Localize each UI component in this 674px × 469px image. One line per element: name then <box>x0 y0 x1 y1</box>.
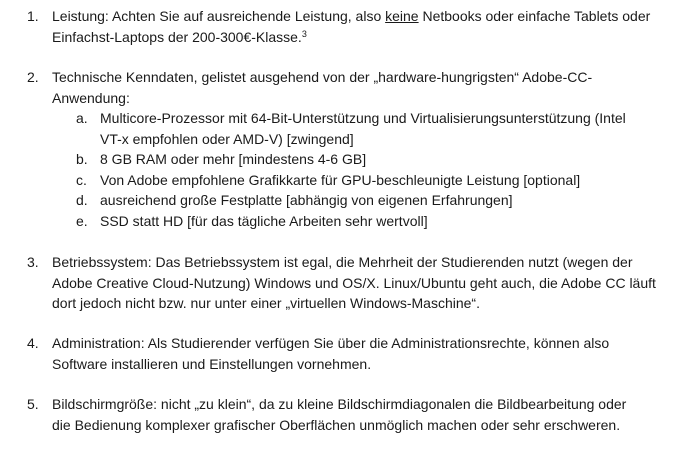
sub-list-item-e <box>52 211 652 232</box>
sub-list <box>52 108 652 231</box>
text-line: Multicore-Prozessor mit 64-Bit-Unterstützung und Virtualisierungsunterstützung (Intel <box>100 110 626 126</box>
sub-list-item-b <box>52 149 652 170</box>
text-line: 8 GB RAM oder mehr [mindestens 4-6 GB] <box>100 151 367 167</box>
text-line: ausreichend große Festplatte [abhängig von eigenen Erfahrungen] <box>100 192 513 208</box>
text-line: Von Adobe empfohlene Grafikkarte für GPU-beschleunigte Leistung [optional] <box>100 171 581 188</box>
list-item-text <box>52 6 652 47</box>
list-item-text <box>52 252 656 314</box>
text-line: Technische Kenndaten, gelistet ausgehend von der „hardware-hungrigsten“ Adobe-CC- <box>52 69 593 85</box>
text-segment: Leistung: Achten Sie auf ausreichende Leistung, also <box>52 8 386 24</box>
list-number: 4. <box>27 335 39 351</box>
text-segment: Netbooks oder einfache Tablets oder <box>418 8 651 24</box>
text-line <box>52 6 652 27</box>
sub-list-letter: c. <box>76 171 87 188</box>
text-line: Adobe Creative Cloud-Nutzung) Windows und OS/X. Linux/Ubuntu geht auch, die Adobe CC läuft <box>52 274 656 291</box>
list-item-text <box>52 67 652 231</box>
sub-list-item-d <box>52 190 652 211</box>
text-line: Software installieren und Einstellungen vornehmen. <box>52 355 372 372</box>
text-line: die Bedienung komplexer grafischer Oberflächen unmöglich machen oder sehr erschweren. <box>52 416 621 433</box>
text-line: VT-x empfohlen oder AMD-V) [zwingend] <box>100 130 354 147</box>
list-number: 2. <box>27 69 39 85</box>
list-item-text <box>52 333 652 374</box>
list-item-text <box>52 394 652 435</box>
sub-list-item-a <box>52 108 652 149</box>
sub-list-letter: d. <box>76 192 88 208</box>
list-number: 5. <box>27 396 39 412</box>
sub-list-letter: e. <box>76 212 88 229</box>
text-line: SSD statt HD [für das tägliche Arbeiten sehr wertvoll] <box>100 212 428 229</box>
text-line: Anwendung: <box>52 89 130 106</box>
text-line: Bildschirmgröße: nicht „zu klein“, da zu kleine Bildschirmdiagonalen die Bildbearbeitung oder <box>52 396 627 412</box>
list-number: 1. <box>27 8 39 24</box>
footnote-marker: 3 <box>301 28 307 39</box>
text-line: dort jedoch nicht bzw. nur unter einer „virtuellen Windows-Maschine“. <box>52 295 480 311</box>
list-number: 3. <box>27 254 39 270</box>
sub-list-letter: a. <box>76 110 88 126</box>
sub-list-letter: b. <box>76 151 88 167</box>
underlined-word: keine <box>385 8 419 24</box>
text-line: Administration: Als Studierender verfügen Sie über die Administrationsrechte, können also <box>52 335 610 351</box>
text-line: Betriebssystem: Das Betriebssystem ist egal, die Mehrheit der Studierenden nutzt (wegen der <box>52 254 633 270</box>
sub-list-item-c <box>52 170 652 191</box>
text-line <box>52 27 652 48</box>
text-segment: Einfachst-Laptops der 200-300€-Klasse. <box>52 28 302 45</box>
